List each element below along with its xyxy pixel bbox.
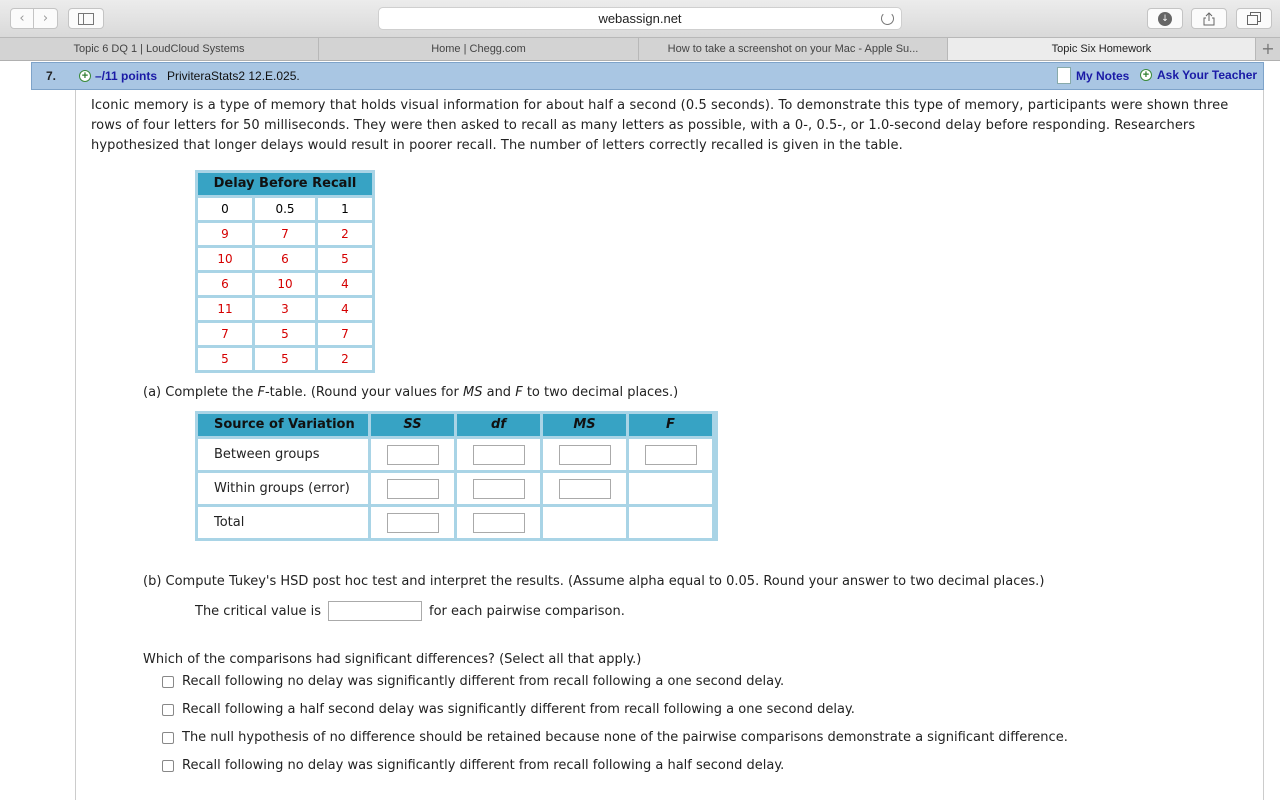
column-header: 1 [318, 198, 372, 220]
column-header: df [457, 414, 540, 436]
within-ms-input[interactable] [559, 479, 611, 499]
sidebar-button[interactable] [68, 8, 104, 29]
table-row [198, 273, 372, 295]
between-df-input[interactable] [473, 445, 525, 465]
table-cell: 11 [198, 298, 252, 320]
tab-topic-six-homework[interactable]: Topic Six Homework [948, 38, 1256, 60]
row-label: Between groups [198, 439, 368, 470]
chevron-left-icon: ‹ [19, 11, 25, 26]
column-header: Source of Variation [198, 414, 368, 436]
table-cell: 2 [318, 223, 372, 245]
total-ss-input[interactable] [387, 513, 439, 533]
question-intro: Iconic memory is a type of memory that holds visual information for about half a second (0.5 seconds). To demonstrate this type of memory, participants were shown three rows of four letters for 50 milliseconds. They were then asked to recall as many letters as possible, with a 0-, 0.5-, or 1.0-second delay before responding. Researchers hypothesized that longer delays would result in poorer recall. The number of letters correctly recalled is given in the table. [91, 98, 1229, 153]
note-icon [1057, 67, 1071, 84]
total-df-input[interactable] [473, 513, 525, 533]
browser-toolbar [0, 0, 1280, 38]
row-label: Within groups (error) [198, 473, 368, 504]
question-header [31, 62, 1264, 90]
comparison-option[interactable]: Recall following no delay was significantly different from recall following a one second delay. [162, 674, 784, 689]
comparison-option[interactable]: Recall following a half second delay was significantly different from recall following a one second delay. [162, 702, 855, 717]
comparison-option[interactable]: The null hypothesis of no difference should be retained because none of the pairwise comparisons demonstrate a significant difference. [162, 730, 1068, 745]
tabs-overview-icon [1247, 12, 1261, 25]
question-number: 7. [46, 69, 57, 83]
question-content [75, 90, 1264, 800]
tab-bar [0, 38, 1280, 61]
table-cell: 7 [198, 323, 252, 345]
table-row [198, 348, 372, 370]
table-cell: 3 [255, 298, 315, 320]
empty-cell [629, 507, 712, 538]
table-row [198, 507, 715, 538]
empty-cell [629, 473, 712, 504]
column-header: MS [543, 414, 626, 436]
table-row [198, 439, 715, 470]
forward-button[interactable] [34, 8, 58, 29]
checkbox[interactable] [162, 760, 174, 772]
plus-icon: + [1261, 39, 1275, 58]
table-cell: 7 [255, 223, 315, 245]
tab-apple-support[interactable]: How to take a screenshot on your Mac - Apple Su... [639, 38, 948, 60]
points-text: –/11 points [95, 69, 158, 83]
points-link[interactable] [79, 69, 157, 83]
table-row [198, 298, 372, 320]
table-cell: 10 [255, 273, 315, 295]
between-ms-input[interactable] [559, 445, 611, 465]
question-code: PriviteraStats2 12.E.025. [167, 69, 300, 83]
table-cell: 6 [198, 273, 252, 295]
downloads-button[interactable] [1147, 8, 1183, 29]
checkbox[interactable] [162, 732, 174, 744]
between-f-input[interactable] [645, 445, 697, 465]
table-row [198, 473, 715, 504]
column-header: F [629, 414, 712, 436]
sidebar-icon [78, 13, 94, 25]
f-table-header-row [198, 414, 715, 436]
table-cell: 5 [198, 348, 252, 370]
checkbox[interactable] [162, 704, 174, 716]
row-label: Total [198, 507, 368, 538]
comparison-option[interactable]: Recall following no delay was significantly different from recall following a half second delay. [162, 758, 784, 773]
nav-buttons [10, 8, 58, 29]
table-cell: 4 [318, 273, 372, 295]
critical-value-input[interactable] [328, 601, 422, 621]
f-table [195, 411, 718, 541]
tab-chegg[interactable]: Home | Chegg.com [319, 38, 639, 60]
part-a-instructions: (a) Complete the F-table. (Round your values for MS and F to two decimal places.) [143, 385, 679, 400]
between-ss-input[interactable] [387, 445, 439, 465]
empty-cell [543, 507, 626, 538]
share-button[interactable] [1191, 8, 1227, 29]
within-ss-input[interactable] [387, 479, 439, 499]
chevron-right-icon: › [42, 11, 49, 26]
table-row [198, 248, 372, 270]
table-cell: 2 [318, 348, 372, 370]
column-header: 0 [198, 198, 252, 220]
table-cell: 10 [198, 248, 252, 270]
share-icon [1203, 12, 1215, 26]
table-cell: 9 [198, 223, 252, 245]
table-header-row [198, 198, 372, 220]
url-text: webassign.net [598, 11, 682, 26]
delay-recall-table [195, 170, 375, 373]
comparisons-prompt: Which of the comparisons had significant differences? (Select all that apply.) [143, 652, 642, 667]
address-bar[interactable] [378, 7, 902, 30]
show-tabs-button[interactable] [1236, 8, 1272, 29]
table-row [198, 323, 372, 345]
back-button[interactable] [10, 8, 34, 29]
plus-circle-icon: + [79, 70, 91, 82]
part-b-instructions: (b) Compute Tukey's HSD post hoc test and interpret the results. (Assume alpha equal to 0.05. Round your answer to two decimal places.) [143, 574, 1045, 589]
checkbox[interactable] [162, 676, 174, 688]
download-icon: ↓ [1158, 12, 1172, 26]
table-cell: 5 [255, 348, 315, 370]
plus-circle-icon: + [1140, 69, 1152, 81]
ask-teacher-button[interactable]: + Ask Your Teacher [1140, 68, 1257, 82]
table-cell: 5 [318, 248, 372, 270]
new-tab-button[interactable] [1256, 38, 1280, 60]
column-header: 0.5 [255, 198, 315, 220]
table-cell: 5 [255, 323, 315, 345]
table-cell: 4 [318, 298, 372, 320]
reload-icon[interactable] [881, 12, 894, 25]
table-cell: 7 [318, 323, 372, 345]
table-title: Delay Before Recall [198, 173, 372, 195]
tab-loudcloud[interactable]: Topic 6 DQ 1 | LoudCloud Systems [0, 38, 319, 60]
table-row [198, 223, 372, 245]
table-cell: 6 [255, 248, 315, 270]
my-notes-button[interactable]: My Notes [1057, 67, 1129, 84]
within-df-input[interactable] [473, 479, 525, 499]
column-header: SS [371, 414, 454, 436]
critical-value-row: The critical value is for each pairwise comparison. [195, 601, 625, 621]
